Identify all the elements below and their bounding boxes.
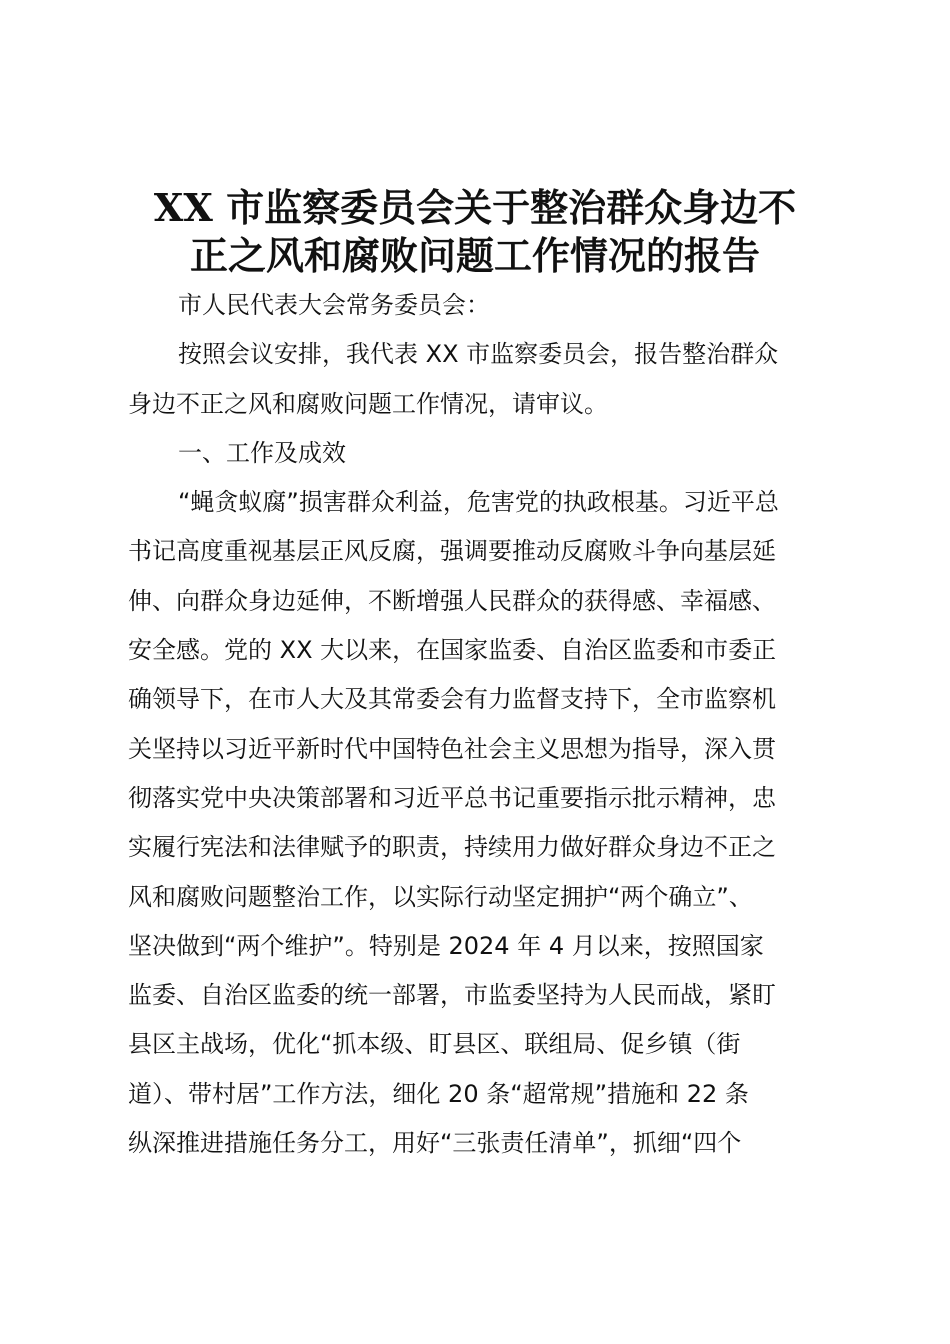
paragraph-line: 彻落实党中央决策部署和习近平总书记重要指示批示精神，忠: [128, 783, 776, 812]
paragraph-line: 关坚持以习近平新时代中国特色社会主义思想为指导，深入贯: [128, 734, 776, 763]
paragraph-line: 身边不正之风和腐败问题工作情况，请审议。: [128, 389, 608, 418]
paragraph-line: 监委、自治区监委的统一部署，市监委坚持为人民而战，紧盯: [128, 981, 776, 1010]
paragraph-line: “蝇贪蚁腐”损害群众利益，危害党的执政根基。习近平总: [178, 488, 779, 517]
document-title-line-2: 正之风和腐败问题工作情况的报告: [189, 233, 760, 278]
paragraph-line: 实履行宪法和法律赋予的职责，持续用力做好群众身边不正之: [128, 833, 776, 862]
paragraph-line: 县区主战场，优化“抓本级、盯县区、联组局、促乡镇（街: [128, 1030, 741, 1059]
paragraph-line: 纵深推进措施任务分工，用好“三张责任清单”，抓细“四个: [128, 1129, 742, 1158]
paragraph-line: 书记高度重视基层正风反腐，强调要推动反腐败斗争向基层延: [128, 537, 776, 566]
document-title-line-1: XX 市监察委员会关于整治群众身边不: [153, 185, 797, 230]
paragraph-line: 道）、带村居”工作方法，细化 20 条“超常规”措施和 22 条: [128, 1079, 749, 1108]
paragraph-line: 确领导下，在市人大及其常委会有力监督支持下，全市监察机: [128, 685, 776, 714]
paragraph-line: 按照会议安排，我代表 XX 市监察委员会，报告整治群众: [178, 340, 779, 369]
section-heading: 一、工作及成效: [178, 438, 346, 467]
paragraph-line: 坚决做到“两个维护”。特别是 2024 年 4 月以来，按照国家: [128, 931, 764, 960]
paragraph-line: 安全感。党的 XX 大以来，在国家监委、自治区监委和市委正: [128, 636, 777, 665]
paragraph-line: 风和腐败问题整治工作，以实际行动坚定拥护“两个确立”、: [128, 882, 753, 911]
document-body: [128, 281, 833, 1168]
salutation: 市人民代表大会常务委员会：: [178, 291, 490, 319]
paragraph-line: 伸、向群众身边延伸，不断增强人民群众的获得感、幸福感、: [128, 586, 776, 615]
